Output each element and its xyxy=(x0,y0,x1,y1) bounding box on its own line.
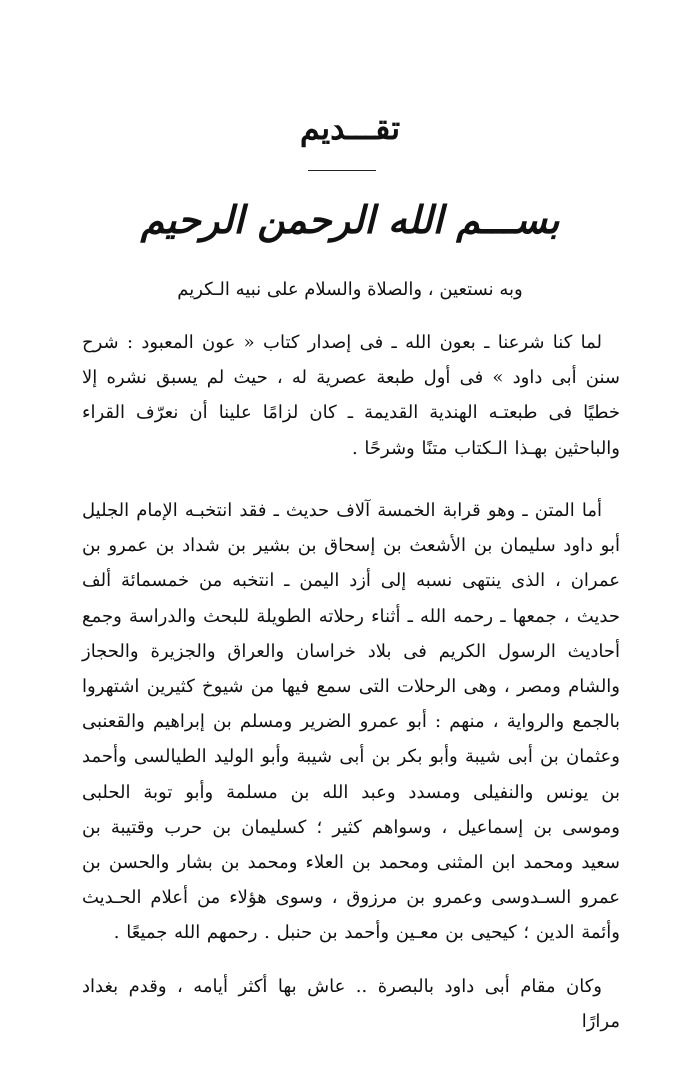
page-title: تقـــديم xyxy=(299,109,401,147)
paragraph-matn: أما المتن ـ وهو قرابة الخمسة آلاف حديث ـ فقد انتخبـه الإمام الجليل أبو داود سليمان بن الأشعث بن إسحاق بن بشير بن شداد بن عمرو بن عمران ، الذى ينتهى نسبه إلى أزد اليمن ـ انتخبه من خمسمائة ألف حديث ، جمعها ـ رحمه الله ـ أثناء رحلاته الطويلة للبحث والدراسة وجمع أحاديث الرسول الكريم فى بلاد خراسان والعراق والجزيرة والحجاز والشام ومصر ، وهى الرحلات التى سمع فيها من شيوخ كثيرين اشتهروا بالجمع والرواية ، منهم : أبو عمرو الضرير ومسلم بن إبراهيم والقعنبى وعثمان بن أبى شيبة وأبو بكر بن أبى شيبة وأبو الوليد الطيالسى وأحمد بن يونس والنفيلى ومسدد وعبد الله بن مسلمة وأبو توبة الحلبى وموسى بن إسماعيل ، وسواهم كثير ؛ كسليمان بن حرب وقتيبة بن سعيد ومحمد ابن المثنى ومحمد بن العلاء ومحمد بن بشار والحسن بن عمرو السـدوسى وعمرو بن مرزوق ، وسوى هؤلاء من أعلام الحـديث وأئمة الدين ؛ كيحيى بن معـين وأحمد بن حنبل . رحمهم الله جميعًا . xyxy=(82,500,620,944)
basmala-calligraphy: بســـم الله الرحمن الرحيم xyxy=(140,197,560,242)
title-divider xyxy=(308,170,376,171)
paragraph-residence: وكان مقام أبى داود بالبصرة .. عاش بها أكثر أيامه ، وقدم بغداد مرارًا xyxy=(82,976,620,1033)
paragraph-intro: لما كنا شرعنا ـ بعون الله ـ فى إصدار كتاب « عون المعبود : شرح سنن أبى داود » فى أول طبعة عصرية له ، حيث لم يسبق نشره إلا خطيًا فى طبعتـه الهندية القديمة ـ كان لزامًا علينا أن نعرّف القراء والباحثين بهـذا الـكتاب متنًا وشرحًا . xyxy=(82,332,620,459)
invocation-line: وبه نستعين ، والصلاة والسلام على نبيه الـكريم xyxy=(177,279,523,300)
